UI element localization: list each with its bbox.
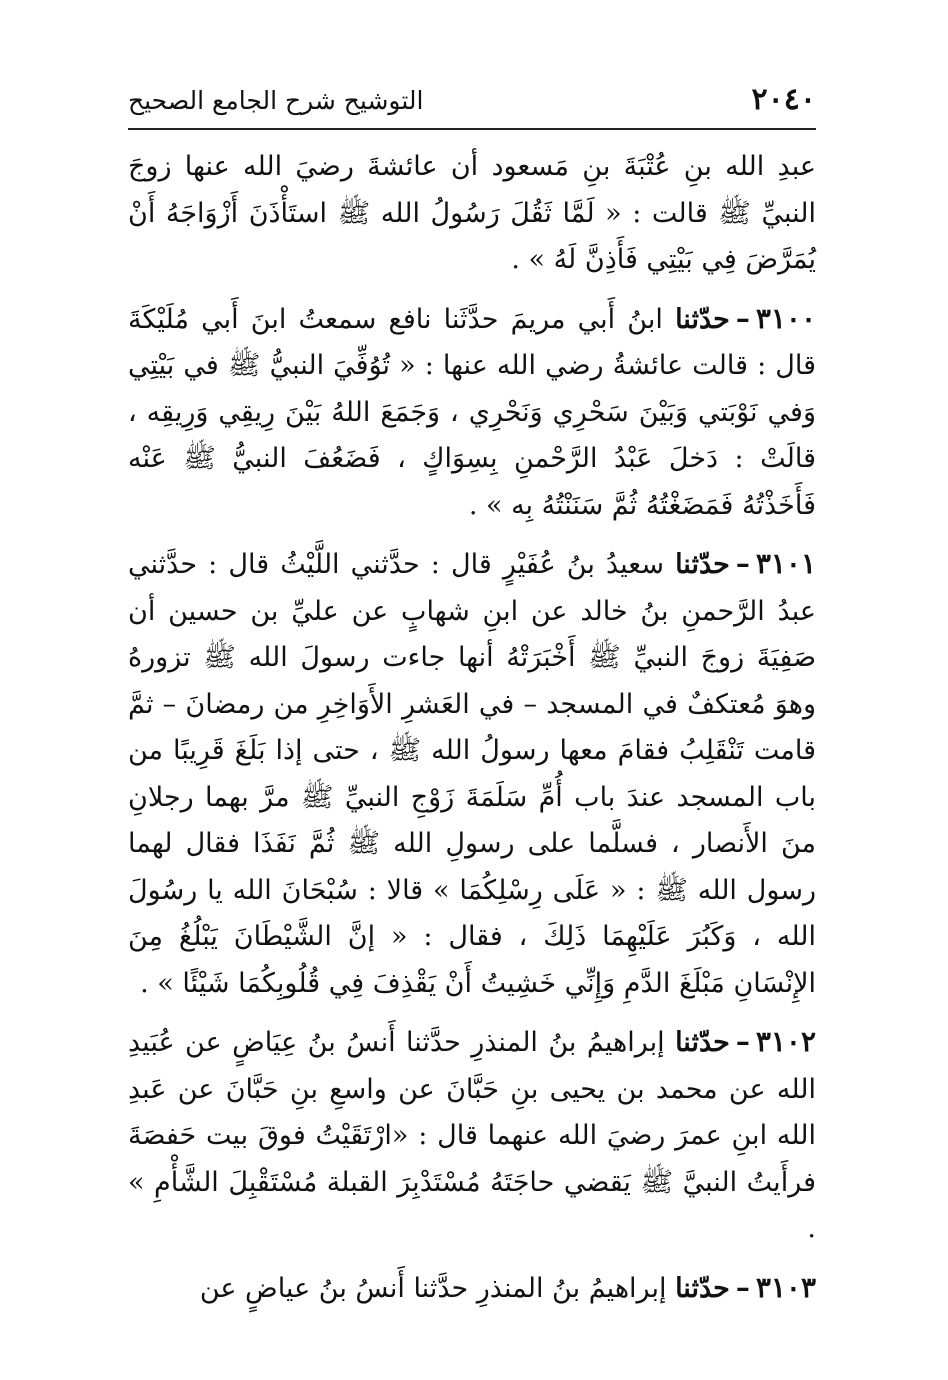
hadith-separator: – xyxy=(735,301,750,335)
hadith-text: سعيدُ بنُ عُفَيْرٍ قال : حدَّثني اللَّيْثُ قال : حدَّثني عبدُ الرَّحمنِ بنُ خالد عن ابنِ شهابٍ عن عليِّ بن حسين أن صَفِيَةَ زوجَ النبيِّ ﷺ أَخْبَرَتْهُ أنها جاءت رسولَ الله ﷺ تزورهُ وهوَ مُعتكفٌ في المسجد – في العَشرِ الأَوَاخِرِ من رمضانَ – ثمَّ قامت تَنْقَلِبُ فقامَ معها رسولُ الله ﷺ ، حتى إذا بَلَغَ قَرِيبًا من باب المسجد عندَ باب أُمِّ سَلَمَةَ زَوْجِ النبيِّ ﷺ مرَّ بهما رجلانِ منَ الأَنصار ، فسلَّما على رسولِ الله ﷺ ثُمَّ نَفَذَا فقال لهما رسول الله ﷺ : « عَلَى رِسْلِكُمَا » قالا : سُبْحَانَ الله يا رسُولَ الله ، وَكَبُرَ عَلَيْهِمَا ذَلِكَ ، فقال : « إنَّ الشَّيْطَانَ يَبْلُغُ مِنَ الإِنْسَانِ مَبْلَغَ الدَّمِ وَإِنِّي خَشِيتُ أَنْ يَقْذِفَ فِي قُلُوبِكُمَا شَيْئًا » . xyxy=(128,549,816,999)
hadith-3101 xyxy=(128,541,816,1007)
running-title: التوشيح شرح الجامع الصحيح xyxy=(128,86,424,115)
hadith-text: إبراهيمُ بنُ المنذرِ حدَّثنا أَنسُ بنُ عِيَاضٍ عن عُبَيدِ الله عن محمد بن يحيى بنِ حَبَّانَ عن واسعِ بنِ حَبَّانَ عن عَبدِ الله ابنِ عمرَ رضيَ الله عنهما قال : «ارْتَقَيْتُ فوقَ بيت حَفصَةَ فرأَيتُ النبيَّ ﷺ يَقضي حاجَتَهُ مُسْتَدْبِرَ القبلة مُسْتَقْبِلَ الشَّأْمِ » . xyxy=(128,1027,816,1244)
hadith-number: ٣١٠٣ xyxy=(755,1270,816,1304)
hadith-3103 xyxy=(128,1265,816,1313)
hadith-3102 xyxy=(128,1019,816,1253)
hadith-text: إبراهيمُ بنُ المنذرِ حدَّثنا أَنسُ بنُ عياضٍ عن xyxy=(199,1272,667,1304)
hadith-number: ٣١٠١ xyxy=(755,547,816,580)
hadith-separator: – xyxy=(735,1270,750,1304)
page-number: ٢٠٤٠ xyxy=(751,82,816,117)
narration-keyword: حدّثنا xyxy=(675,303,730,335)
narration-keyword: حدّثنا xyxy=(675,1027,730,1058)
paragraph-text: عبدِ الله بنِ عُتْبَةَ بنِ مَسعود أن عائشةَ رضيَ الله عنها زوجَ النبيِّ ﷺ قالت : « لَمَّا ثَقُلَ رَسُولُ الله ﷺ استَأْذَنَ أَزْوَاجَهُ أَنْ يُمَرَّضَ فِي بَيْتِي فَأَذِنَّ لَهُ » . xyxy=(128,151,816,275)
hadith-text: ابنُ أَبي مريمَ حدَّثَنا نافع سمعتُ ابنَ أَبي مُلَيْكَةَ قال : قالت عائشةُ رضي الله عنها : « تُوُفِّيَ النبيُّ ﷺ في بَيْتِي وَفي نَوْبَتي وَبَيْنَ سَحْرِي وَنَحْرِي ، وَجَمَعَ اللهُ بَيْنَ رِيقِي وَرِيقِه ، قالَتْ : دَخلَ عَبْدُ الرَّحْمنِ بِسِوَاكٍ ، فَضَعُفَ النبيُّ ﷺ عَنْه فَأَخَذْتُهُ فَمَضَغْتُهُ ثُمَّ سَنَنْتُهُ بِه » . xyxy=(128,303,816,521)
paragraph-continuation xyxy=(128,144,816,284)
page-header xyxy=(128,82,816,126)
page-body xyxy=(128,144,816,1324)
hadith-number: ٣١٠٠ xyxy=(755,301,816,335)
narration-keyword: حدّثنا xyxy=(675,549,730,580)
hadith-number: ٣١٠٢ xyxy=(755,1025,816,1058)
hadith-separator: – xyxy=(735,547,750,580)
hadith-3100 xyxy=(128,296,816,530)
hadith-separator: – xyxy=(735,1025,750,1058)
narration-keyword: حدّثنا xyxy=(675,1272,730,1304)
header-rule xyxy=(128,128,816,130)
